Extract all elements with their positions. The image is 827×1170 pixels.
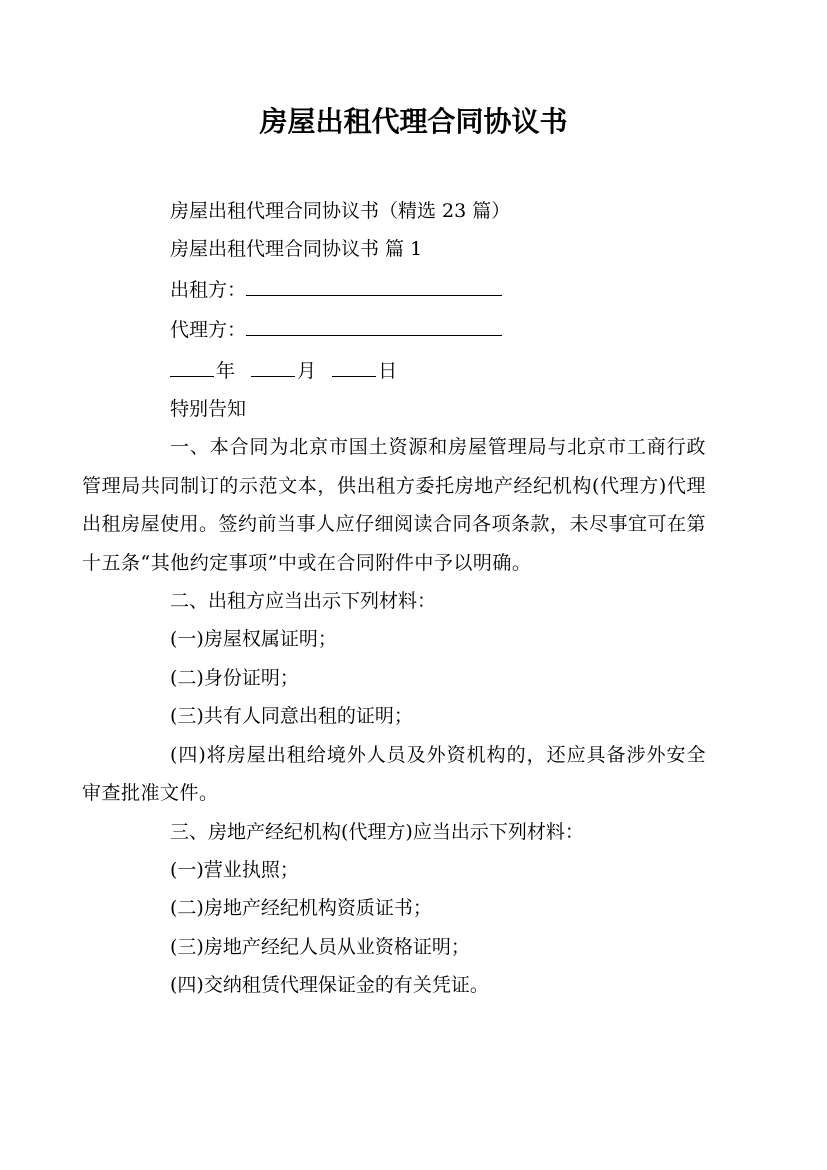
year-label: 年	[216, 359, 236, 382]
day-label: 日	[378, 359, 398, 382]
paragraph-2-heading: 二、出租方应当出示下列材料：	[170, 590, 437, 613]
paragraph-3-item-1: (一)营业执照；	[170, 858, 299, 881]
paragraph-1: 一、本合同为北京市国土资源和房屋管理局与北京市工商行政管理局共同制订的示范文本，供出租方委托房地产经纪机构(代理方)代理出租房屋使用。签约前当事人应仔细阅读合同各项条款，未尽事宜可在第十五条“其他约定事项”中或在合同附件中予以明确。	[82, 436, 707, 574]
document-body	[82, 192, 707, 1005]
paragraph-2-item-1: (一)房屋权属证明；	[170, 628, 337, 651]
notice-heading: 特别告知	[170, 398, 247, 421]
year-blank	[170, 350, 214, 377]
lessor-blank	[246, 269, 502, 296]
paragraph-3-heading: 三、房地产经纪机构(代理方)应当出示下列材料：	[170, 820, 584, 843]
paragraph-3-item-3: (三)房地产经纪人员从业资格证明；	[170, 935, 470, 958]
month-blank	[251, 350, 295, 377]
section-heading: 房屋出租代理合同协议书 篇 1	[170, 238, 423, 261]
document-title: 房屋出租代理合同协议书	[259, 105, 568, 138]
paragraph-3-item-2: (二)房地产经纪机构资质证书；	[170, 897, 432, 920]
day-blank	[332, 350, 376, 377]
month-label: 月	[297, 359, 317, 382]
date-line	[126, 350, 706, 390]
lessor-label: 出租方：	[170, 278, 247, 301]
agent-label: 代理方：	[170, 319, 247, 342]
agent-blank	[246, 309, 502, 336]
paragraph-3-item-4: (四)交纳租赁代理保证金的有关凭证。	[170, 974, 489, 997]
paragraph-2-item-3: (三)共有人同意出租的证明；	[170, 705, 413, 728]
agent-line	[126, 309, 706, 349]
document-subtitle: 房屋出租代理合同协议书（精选 23 篇）	[170, 200, 511, 222]
paragraph-2-item-2: (二)身份证明；	[170, 666, 299, 689]
lessor-line	[126, 269, 706, 309]
paragraph-2-item-4: (四)将房屋出租给境外人员及外资机构的，还应具备涉外安全审查批准文件。	[82, 743, 706, 805]
